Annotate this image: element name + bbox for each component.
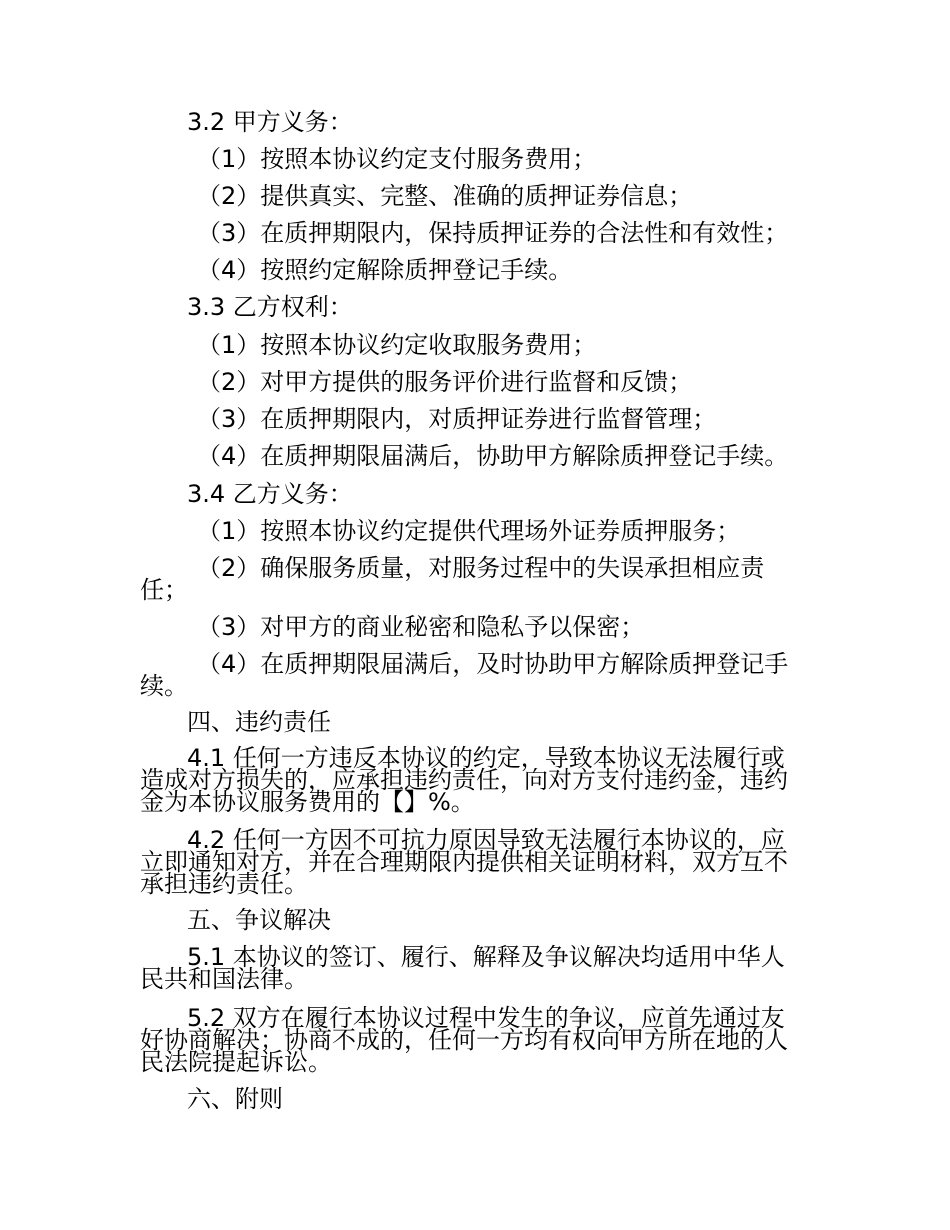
paragraph-line: 5.2 双方在履行本协议过程中发生的争议，应首先通过友 (187, 1004, 785, 1032)
chapter-heading: 五、争议解决 (187, 906, 331, 934)
chapter-heading: 四、违约责任 (187, 708, 331, 736)
paragraph-line: 民法院提起诉讼。 (140, 1048, 332, 1076)
paragraph-line: 承担违约责任。 (140, 870, 308, 898)
list-item: （2）提供真实、完整、准确的质押证券信息； (197, 182, 693, 210)
list-item: （1）按照本协议约定收取服务费用； (197, 331, 597, 359)
paragraph-line: 金为本协议服务费用的【】%。 (140, 788, 475, 816)
list-item-continuation: 续。 (140, 672, 188, 700)
list-item: （1）按照本协议约定提供代理场外证券质押服务； (197, 517, 741, 545)
paragraph-line: 造成对方损失的，应承担违约责任，向对方支付违约金，违约 (140, 766, 788, 794)
section-heading: 3.2 甲方义务： (187, 108, 353, 136)
list-item: （4）在质押期限届满后，及时协助甲方解除质押登记手 (197, 650, 789, 678)
list-item: （2）确保服务质量，对服务过程中的失误承担相应责 (197, 554, 765, 582)
paragraph-line: 好协商解决；协商不成的，任何一方均有权向甲方所在地的人 (140, 1026, 788, 1054)
paragraph-line: 民共和国法律。 (140, 965, 308, 993)
list-item: （3）在质押期限内，对质押证券进行监督管理； (197, 405, 717, 433)
list-item: （1）按照本协议约定支付服务费用； (197, 145, 597, 173)
list-item: （4）按照约定解除质押登记手续。 (197, 256, 573, 284)
chapter-heading: 六、附则 (187, 1085, 283, 1113)
paragraph-line: 立即通知对方，并在合理期限内提供相关证明材料，双方互不 (140, 848, 788, 876)
list-item-continuation: 任； (140, 576, 188, 604)
paragraph-line: 4.1 任何一方违反本协议的约定，导致本协议无法履行或 (187, 744, 785, 772)
list-item: （3）对甲方的商业秘密和隐私予以保密； (197, 613, 645, 641)
list-item: （4）在质押期限届满后，协助甲方解除质押登记手续。 (197, 442, 789, 470)
list-item: （3）在质押期限内，保持质押证券的合法性和有效性； (197, 219, 789, 247)
paragraph-line: 5.1 本协议的签订、履行、解释及争议解决均适用中华人 (187, 943, 785, 971)
section-heading: 3.3 乙方权利： (187, 293, 353, 321)
section-heading: 3.4 乙方义务： (187, 480, 353, 508)
paragraph-line: 4.2 任何一方因不可抗力原因导致无法履行本协议的，应 (187, 826, 785, 854)
list-item: （2）对甲方提供的服务评价进行监督和反馈； (197, 368, 693, 396)
